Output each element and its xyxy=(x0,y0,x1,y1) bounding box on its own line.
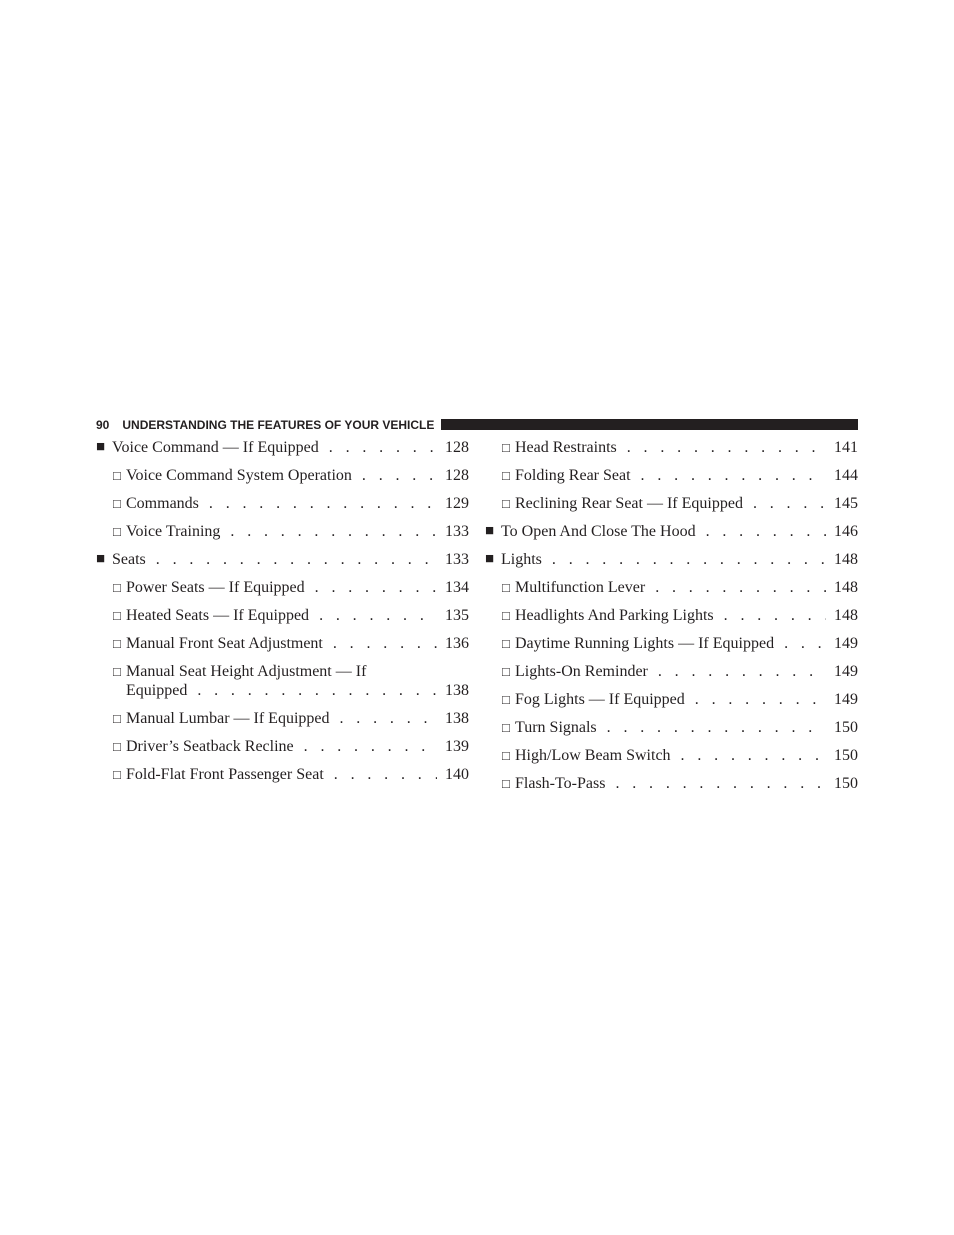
toc-page-number: 128 xyxy=(445,467,469,484)
toc-entry-line xyxy=(96,737,469,756)
toc-page-number: 149 xyxy=(834,635,858,652)
dot-leader xyxy=(607,718,826,737)
dot-leader xyxy=(156,550,437,569)
toc-entry-line xyxy=(96,466,469,485)
toc-entry xyxy=(96,550,469,578)
hollow-square-bullet-icon: □ xyxy=(113,636,121,651)
dot-leader xyxy=(615,774,826,793)
toc-entry xyxy=(485,466,858,494)
toc-entry-line xyxy=(485,550,858,569)
toc-entry-line xyxy=(96,438,469,457)
toc-page-number: 128 xyxy=(445,439,469,456)
toc-entry-line xyxy=(485,634,858,653)
hollow-square-bullet-icon: □ xyxy=(502,580,510,595)
toc-entry xyxy=(485,690,858,718)
toc-entry xyxy=(96,709,469,737)
toc-page-number: 148 xyxy=(834,551,858,568)
toc-entry-title: Voice Training xyxy=(126,523,221,540)
toc-right-column xyxy=(485,438,858,802)
dot-leader xyxy=(784,634,826,653)
toc-entry-title: To Open And Close The Hood xyxy=(501,523,696,540)
toc-page-number: 138 xyxy=(445,682,469,699)
dot-leader xyxy=(724,606,826,625)
dot-leader xyxy=(340,709,438,728)
header-rule xyxy=(441,419,858,430)
toc-page-number: 150 xyxy=(834,747,858,764)
toc-entry xyxy=(485,522,858,550)
toc-entry-title: Voice Command — If Equipped xyxy=(112,439,319,456)
toc-page-number: 135 xyxy=(445,607,469,624)
hollow-square-bullet-icon: □ xyxy=(113,524,121,539)
dot-leader xyxy=(362,466,437,485)
section-title: UNDERSTANDING THE FEATURES OF YOUR VEHICLE xyxy=(122,417,435,432)
toc-entry xyxy=(485,438,858,466)
toc-entry-line xyxy=(96,662,469,681)
toc-entry xyxy=(96,494,469,522)
toc-page-number: 139 xyxy=(445,738,469,755)
dot-leader xyxy=(658,662,826,681)
toc-page-number: 144 xyxy=(834,467,858,484)
toc-entry xyxy=(485,606,858,634)
toc-entry xyxy=(96,466,469,494)
toc-entry xyxy=(485,550,858,578)
toc-entry-line xyxy=(96,765,469,784)
toc-entry-title: High/Low Beam Switch xyxy=(515,747,671,764)
toc-entry-title: Driver’s Seatback Recline xyxy=(126,738,294,755)
toc-entry xyxy=(485,494,858,522)
toc-entry-line xyxy=(485,438,858,457)
toc-entry-title: Lights-On Reminder xyxy=(515,663,648,680)
toc-entry-title: Manual Front Seat Adjustment xyxy=(126,635,323,652)
toc-entry-line xyxy=(485,578,858,597)
toc-entry-title: Commands xyxy=(126,495,199,512)
toc-entry-line xyxy=(96,681,469,700)
dot-leader xyxy=(695,690,826,709)
toc-entry-line xyxy=(96,709,469,728)
toc-entry-title: Equipped xyxy=(126,682,188,699)
toc-entry xyxy=(96,438,469,466)
filled-square-bullet-icon: ■ xyxy=(485,523,495,539)
hollow-square-bullet-icon: □ xyxy=(502,608,510,623)
toc-page-number: 148 xyxy=(834,607,858,624)
toc-entry-line xyxy=(96,522,469,541)
dot-leader xyxy=(641,466,826,485)
toc-entry-title: Turn Signals xyxy=(515,719,597,736)
toc-entry-title: Multifunction Lever xyxy=(515,579,646,596)
toc-entry xyxy=(485,578,858,606)
toc-entry-line xyxy=(485,606,858,625)
toc-entry-title: Voice Command System Operation xyxy=(126,467,352,484)
toc-entry xyxy=(96,662,469,709)
dot-leader xyxy=(681,746,826,765)
running-header xyxy=(96,417,858,432)
dot-leader xyxy=(334,765,437,784)
dot-leader xyxy=(333,634,437,653)
toc-entry-line xyxy=(485,494,858,513)
hollow-square-bullet-icon: □ xyxy=(502,748,510,763)
toc-entry-line xyxy=(96,634,469,653)
toc-entry-line xyxy=(96,550,469,569)
hollow-square-bullet-icon: □ xyxy=(113,739,121,754)
toc-entry xyxy=(96,522,469,550)
dot-leader xyxy=(706,522,826,541)
hollow-square-bullet-icon: □ xyxy=(502,692,510,707)
hollow-square-bullet-icon: □ xyxy=(502,468,510,483)
filled-square-bullet-icon: ■ xyxy=(96,551,106,567)
hollow-square-bullet-icon: □ xyxy=(502,664,510,679)
hollow-square-bullet-icon: □ xyxy=(113,664,121,679)
toc-page-number: 146 xyxy=(834,523,858,540)
filled-square-bullet-icon: ■ xyxy=(485,551,495,567)
toc-page-number: 133 xyxy=(445,523,469,540)
toc-page-number: 133 xyxy=(445,551,469,568)
toc-entry-title: Heated Seats — If Equipped xyxy=(126,607,310,624)
toc-left-column xyxy=(96,438,469,793)
hollow-square-bullet-icon: □ xyxy=(502,496,510,511)
toc-entry xyxy=(96,737,469,765)
hollow-square-bullet-icon: □ xyxy=(113,580,121,595)
hollow-square-bullet-icon: □ xyxy=(502,440,510,455)
toc-entry-line xyxy=(485,662,858,681)
dot-leader xyxy=(304,737,437,756)
toc-entry-title: Manual Seat Height Adjustment — If xyxy=(126,663,367,680)
toc-page-number: 145 xyxy=(834,495,858,512)
toc-entry-title: Head Restraints xyxy=(515,439,617,456)
toc-page-number: 150 xyxy=(834,719,858,736)
dot-leader xyxy=(197,681,437,700)
toc-entry-line xyxy=(485,718,858,737)
hollow-square-bullet-icon: □ xyxy=(502,720,510,735)
dot-leader xyxy=(552,550,826,569)
hollow-square-bullet-icon: □ xyxy=(502,776,510,791)
hollow-square-bullet-icon: □ xyxy=(113,608,121,623)
toc-page-number: 148 xyxy=(834,579,858,596)
toc-entry-title: Lights xyxy=(501,551,542,568)
hollow-square-bullet-icon: □ xyxy=(502,636,510,651)
toc-entry-title: Flash-To-Pass xyxy=(515,775,606,792)
dot-leader xyxy=(329,438,437,457)
toc-entry xyxy=(96,634,469,662)
toc-page-number: 141 xyxy=(834,439,858,456)
toc-entry-title: Power Seats — If Equipped xyxy=(126,579,305,596)
toc-entry-title: Headlights And Parking Lights xyxy=(515,607,714,624)
toc-page-number: 149 xyxy=(834,663,858,680)
toc-entry-line xyxy=(96,606,469,625)
page-number: 90 xyxy=(96,417,110,432)
toc-entry xyxy=(96,606,469,634)
toc-entry-line xyxy=(485,774,858,793)
dot-leader xyxy=(655,578,826,597)
toc-entry-line xyxy=(96,578,469,597)
toc-entry-title: Daytime Running Lights — If Equipped xyxy=(515,635,775,652)
toc-page-number: 138 xyxy=(445,710,469,727)
toc-entry-title: Seats xyxy=(112,551,146,568)
toc-entry-title: Fog Lights — If Equipped xyxy=(515,691,685,708)
toc-entry xyxy=(485,634,858,662)
toc-entry-line xyxy=(485,466,858,485)
dot-leader xyxy=(230,522,437,541)
dot-leader xyxy=(753,494,826,513)
toc-page-number: 129 xyxy=(445,495,469,512)
toc-entry-line xyxy=(485,690,858,709)
toc-entry xyxy=(485,662,858,690)
dot-leader xyxy=(315,578,437,597)
hollow-square-bullet-icon: □ xyxy=(113,496,121,511)
toc-entry xyxy=(96,765,469,793)
toc-page-number: 150 xyxy=(834,775,858,792)
toc-entry-line xyxy=(485,746,858,765)
dot-leader xyxy=(627,438,826,457)
toc-entry-line xyxy=(96,494,469,513)
toc-page-number: 134 xyxy=(445,579,469,596)
dot-leader xyxy=(209,494,437,513)
hollow-square-bullet-icon: □ xyxy=(113,468,121,483)
toc-entry-line xyxy=(485,522,858,541)
hollow-square-bullet-icon: □ xyxy=(113,767,121,782)
dot-leader xyxy=(319,606,437,625)
toc-entry-title: Fold-Flat Front Passenger Seat xyxy=(126,766,324,783)
toc-entry xyxy=(96,578,469,606)
filled-square-bullet-icon: ■ xyxy=(96,439,106,455)
toc-entry xyxy=(485,774,858,802)
toc-entry-title: Manual Lumbar — If Equipped xyxy=(126,710,330,727)
toc-page-number: 136 xyxy=(445,635,469,652)
toc-entry xyxy=(485,746,858,774)
toc-page-number: 149 xyxy=(834,691,858,708)
toc-entry-title: Reclining Rear Seat — If Equipped xyxy=(515,495,743,512)
toc-entry xyxy=(485,718,858,746)
toc-entry-title: Folding Rear Seat xyxy=(515,467,631,484)
hollow-square-bullet-icon: □ xyxy=(113,711,121,726)
toc-page-number: 140 xyxy=(445,766,469,783)
